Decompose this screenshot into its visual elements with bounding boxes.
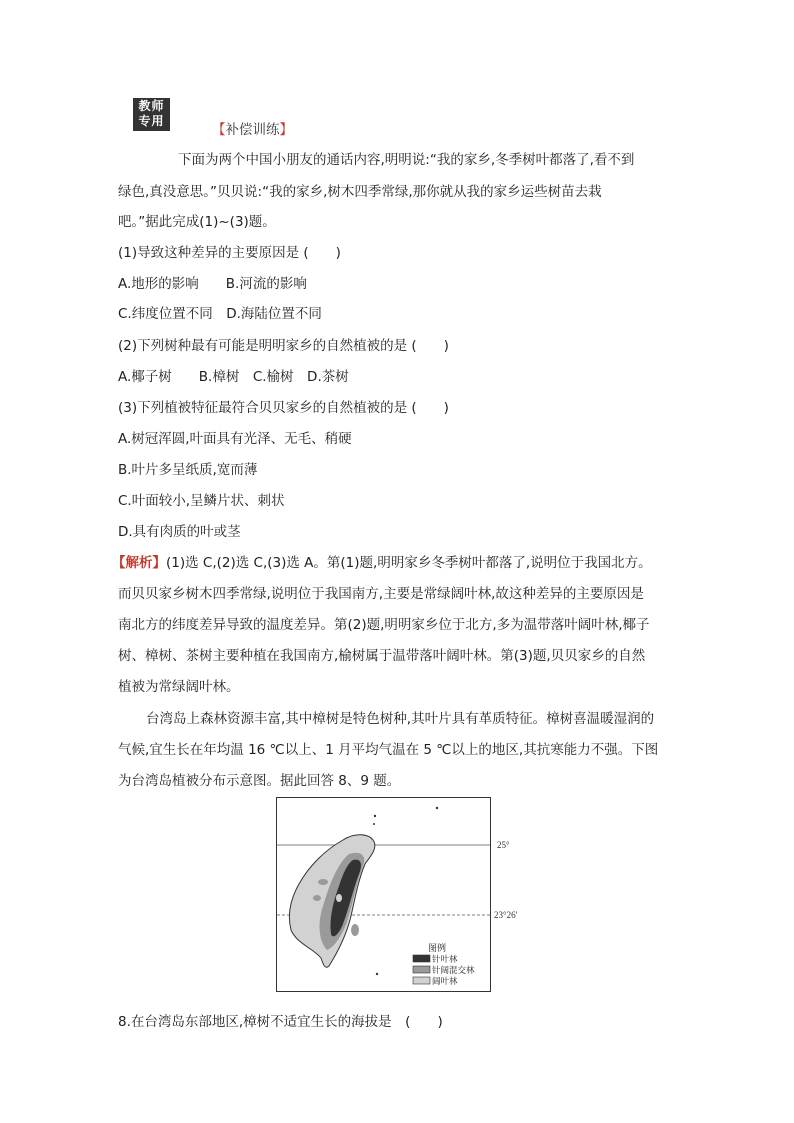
island	[373, 823, 375, 825]
legend-label-mixed: 针阔混交林	[432, 966, 475, 976]
section-title: 【补偿训练】	[212, 122, 293, 138]
patch	[351, 924, 359, 936]
teacher-only-badge	[133, 98, 170, 131]
island	[374, 815, 376, 817]
analysis-line2: 而贝贝家乡树木四季常绿,说明位于我国南方,主要是常绿阔叶林,故这种差异的主要原因是	[118, 586, 644, 602]
section-title-text: 补偿训练	[225, 122, 280, 138]
passage2-line1: 台湾岛上森林资源丰富,其中樟树是特色树种,其叶片具有革质特征。樟树喜温暖湿润的	[146, 711, 655, 727]
passage2-line2: 气候,宜生长在年均温 16 ℃以上、1 月平均气温在 5 ℃以上的地区,其抗寒能力不强。下图	[118, 742, 659, 758]
map-graphic	[277, 798, 490, 991]
badge-line2: 专用	[138, 114, 165, 128]
passage1-line1: 下面为两个中国小朋友的通话内容,明明说:“我的家乡,冬季树叶都落了,看不到	[178, 152, 635, 168]
legend-swatch-mixed	[413, 966, 430, 973]
analysis-text1: (1)选 C,(2)选 C,(3)选 A。第(1)题,明明家乡冬季树叶都落了,说明位于我国北方。	[166, 555, 652, 571]
analysis-line4: 树、樟树、茶树主要种植在我国南方,榆树属于温带落叶阔叶林。第(3)题,贝贝家乡的自然	[118, 648, 646, 664]
legend-swatch-coniferous	[413, 955, 430, 962]
passage2-line3: 为台湾岛植被分布示意图。据此回答 8、9 题。	[118, 773, 401, 789]
q1-options-row1: A.地形的影响 B.河流的影响	[118, 276, 307, 292]
patch	[336, 894, 342, 902]
analysis-line3: 南北方的纬度差异导致的温度差异。第(2)题,明明家乡位于北方,多为温带落叶阔叶林,椰子	[118, 617, 650, 633]
q3-stem: (3)下列植被特征最符合贝贝家乡的自然植被的是 ( )	[118, 400, 449, 416]
analysis-label: 【解析】	[112, 555, 166, 571]
q2-options: A.椰子树 B.樟树 C.榆树 D.茶树	[118, 369, 349, 385]
taiwan-vegetation-map	[276, 797, 518, 992]
q3-option-a: A.树冠浑圆,叶面具有光泽、无毛、稍硬	[118, 431, 352, 447]
patch	[313, 895, 321, 901]
legend-label-broadleaf: 阔叶林	[432, 977, 458, 987]
legend-title: 图例	[428, 944, 447, 954]
analysis-line1	[112, 551, 652, 571]
q1-options-row2: C.纬度位置不同 D.海陆位置不同	[118, 306, 322, 322]
analysis-line5: 植被为常绿阔叶林。	[118, 679, 240, 695]
passage1-line3: 吧。”据此完成(1)~(3)题。	[118, 214, 276, 230]
q2-stem: (2)下列树种最有可能是明明家乡的自然植被的是 ( )	[118, 338, 449, 354]
q3-option-b: B.叶片多呈纸质,宽而薄	[118, 462, 258, 478]
tropic-label: 23°26′	[494, 910, 518, 920]
q1-stem: (1)导致这种差异的主要原因是 ( )	[118, 245, 341, 261]
q8-stem: 8.在台湾岛东部地区,樟树不适宜生长的海拔是 ( )	[118, 1014, 443, 1030]
lat-25-label: 25°	[497, 840, 510, 850]
passage1-line2: 绿色,真没意思。”贝贝说:“我的家乡,树木四季常绿,那你就从我的家乡运些树苗去栽	[118, 184, 602, 200]
island	[436, 807, 438, 809]
q3-option-d: D.具有肉质的叶或茎	[118, 524, 241, 540]
island	[376, 973, 378, 975]
badge-line1: 教师	[138, 99, 165, 113]
legend-swatch-broadleaf	[413, 977, 430, 984]
legend-label-coniferous: 针叶林	[432, 955, 458, 965]
patch	[318, 879, 328, 885]
q3-option-c: C.叶面较小,呈鳞片状、刺状	[118, 493, 285, 509]
